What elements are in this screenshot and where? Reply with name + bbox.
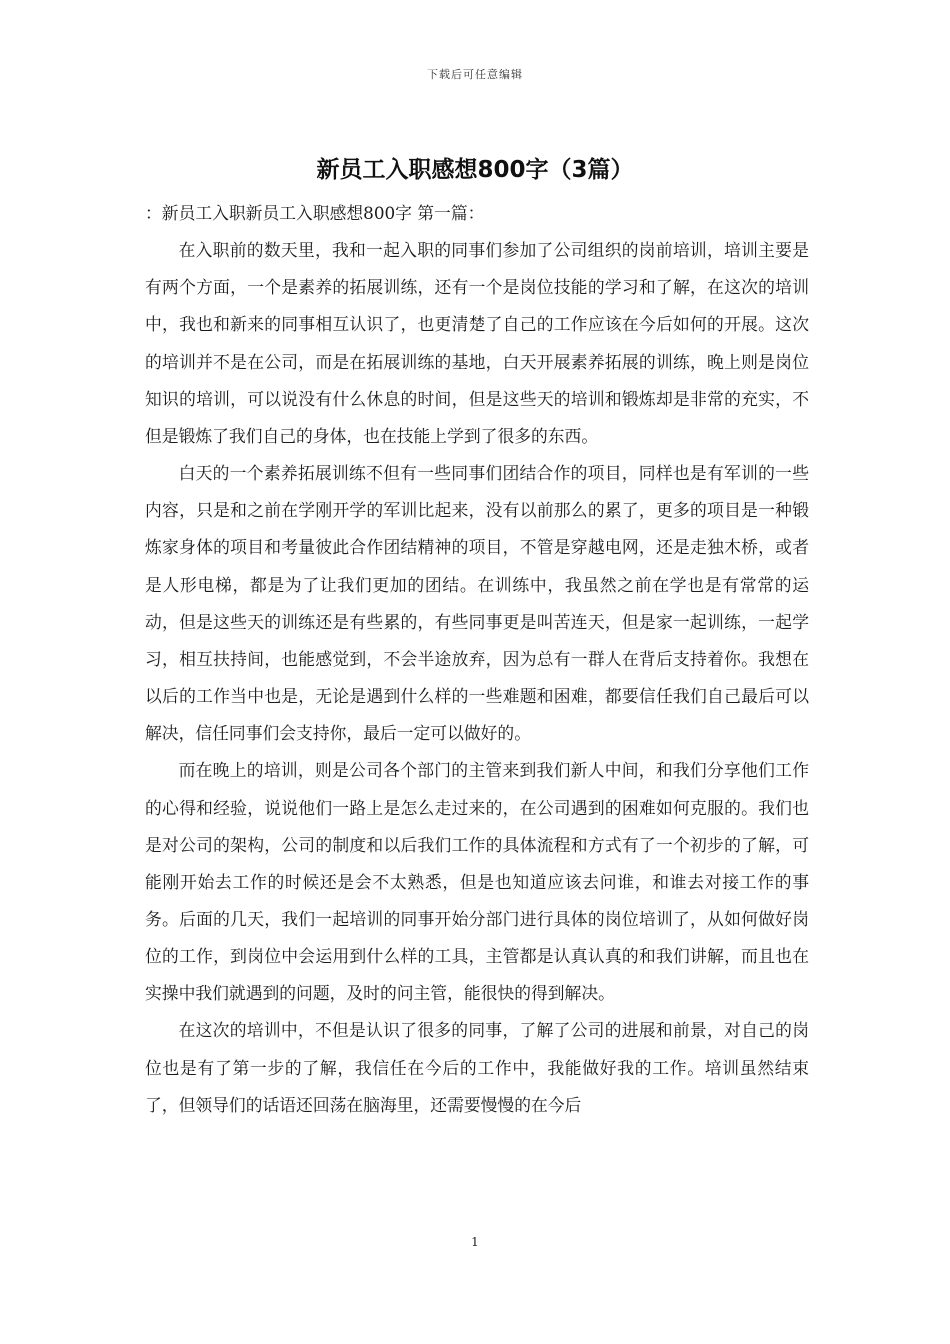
page-header-note: 下载后可任意编辑 [427,68,523,81]
page-number: 1 [471,1235,479,1249]
document-body [145,195,809,1124]
paragraph: 白天的一个素养拓展训练不但有一些同事们团结合作的项目，同样也是有军训的一些内容，只是和之前在学刚开学的军训比起来，没有以前那么的累了，更多的项目是一种锻炼家身体的项目和考量彼此合作团结精神的项目，不管是穿越电网，还是走独木桥，或者是人形电梯，都是为了让我们更加的团结。在训练中，我虽然之前在学也是有常常的运动，但是这些天的训练还是有些累的，有些同事更是叫苦连天，但是家一起训练，一起学习，相互扶持间，也能感觉到，不会半途放弃，因为总有一群人在背后支持着你。我想在以后的工作当中也是，无论是遇到什么样的一些难题和困难，都要信任我们自己最后可以解决，信任同事们会支持你，最后一定可以做好的。 [145,463,809,744]
paragraph: 在入职前的数天里，我和一起入职的同事们参加了公司组织的岗前培训，培训主要是有两个方面，一个是素养的拓展训练，还有一个是岗位技能的学习和了解，在这次的培训中，我也和新来的同事相互认识了，也更清楚了自己的工作应该在今后如何的开展。这次的培训并不是在公司，而是在拓展训练的基地，白天开展素养拓展的训练，晚上则是岗位知识的培训，可以说没有什么休息的时间，但是这些天的培训和锻炼却是非常的充实，不但是锻炼了我们自己的身体，也在技能上学到了很多的东西。 [145,240,809,446]
document-title: 新员工入职感想800字（3篇） [316,157,634,183]
paragraph: 而在晚上的培训，则是公司各个部门的主管来到我们新人中间，和我们分享他们工作的心得和经验，说说他们一路上是怎么走过来的，在公司遇到的困难如何克服的。我们也是对公司的架构，公司的制度和以后我们工作的具体流程和方式有了一个初步的了解，可能刚开始去工作的时候还是会不太熟悉，但是也知道应该去问谁，和谁去对接工作的事务。后面的几天，我们一起培训的同事开始分部门进行具体的岗位培训了，从如何做好岗位的工作，到岗位中会运用到什么样的工具，主管都是认真认真的和我们讲解，而且也在实操中我们就遇到的问题，及时的问主管，能很快的得到解决。 [145,760,809,1004]
paragraph: 在这次的培训中，不但是认识了很多的同事，了解了公司的进展和前景，对自己的岗位也是有了第一步的了解，我信任在今后的工作中，我能做好我的工作。培训虽然结束了，但领导们的话语还回荡在脑海里，还需要慢慢的在今后 [145,1020,809,1115]
section-subtitle: ：新员工入职新员工入职感想800字 第一篇： [145,203,485,223]
